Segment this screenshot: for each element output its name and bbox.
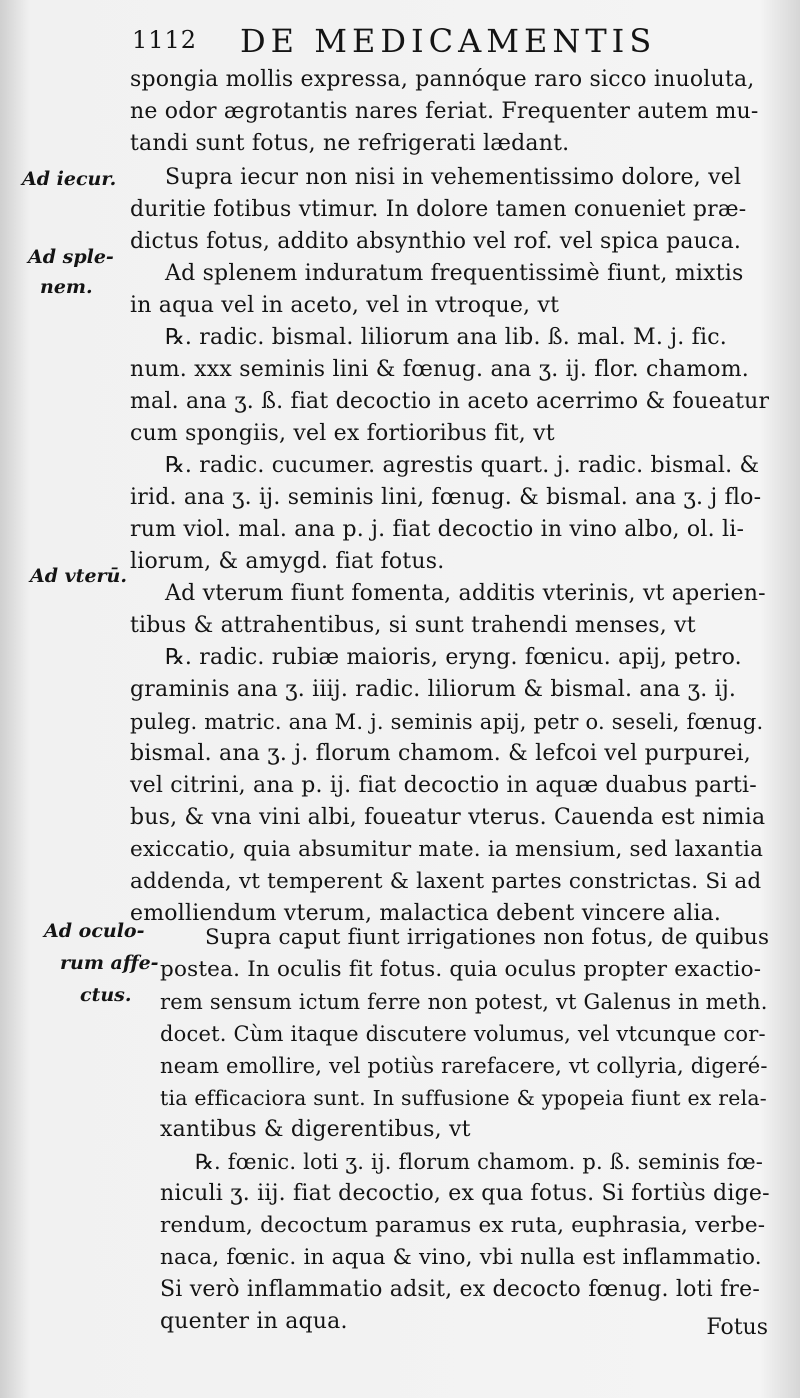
margin-note-oculorum-1: Ad oculo- bbox=[44, 920, 145, 942]
text-line: Supra iecur non nisi in vehementissimo dolore, vel bbox=[165, 165, 742, 190]
text-line: mal. ana ʒ. ß. fiat decoctio in aceto acerrimo & foueatur bbox=[130, 389, 770, 414]
text-line: Ad splenem induratum frequentissimè fiunt, mixtis bbox=[165, 261, 744, 286]
text-line: tia efficaciora sunt. In suffusione & ypopeia fiunt ex rela- bbox=[160, 1086, 767, 1110]
text-line: ne odor ægrotantis nares feriat. Frequenter autem mu- bbox=[130, 99, 759, 124]
text-line: graminis ana ʒ. iiij. radic. liliorum & bismal. ana ʒ. ij. bbox=[130, 677, 737, 702]
text-line: ℞. fœnic. loti ʒ. ij. florum chamom. p. ß. seminis fœ- bbox=[195, 1150, 764, 1174]
running-title: DE MEDICAMENTIS bbox=[240, 22, 657, 60]
text-line: tibus & attrahentibus, si sunt trahendi menses, vt bbox=[130, 613, 696, 638]
text-line: bus, & vna vini albi, foueatur vterus. Cauenda est nimia bbox=[130, 805, 766, 830]
text-line: puleg. matric. ana M. j. seminis apij, petr o. seseli, fœnug. bbox=[130, 710, 764, 734]
text-line: quenter in aqua. bbox=[160, 1309, 348, 1334]
text-line: docet. Cùm itaque discutere volumus, vel vtcunque cor- bbox=[160, 1022, 766, 1046]
text-line: rendum, decoctum paramus ex ruta, euphrasia, verbe- bbox=[160, 1213, 766, 1238]
text-line: num. xxx seminis lini & fœnug. ana ʒ. ij. flor. chamom. bbox=[130, 357, 749, 382]
text-line: niculi ʒ. iij. fiat decoctio, ex qua fotus. Si fortiùs dige- bbox=[160, 1181, 770, 1206]
text-line: dictus fotus, addito absynthio vel rof. vel spica pauca. bbox=[130, 229, 742, 254]
text-line: rem sensum ictum ferre non potest, vt Galenus in meth. bbox=[160, 990, 768, 1014]
text-line: addenda, vt temperent & laxent partes constrictas. Si ad bbox=[130, 869, 762, 894]
page-header bbox=[120, 18, 780, 62]
margin-note-oculorum-3: ctus. bbox=[80, 984, 132, 1006]
text-line: in aqua vel in aceto, vel in vtroque, vt bbox=[130, 293, 560, 318]
text-line: rum viol. mal. ana p. j. fiat decoctio in vino albo, ol. li- bbox=[130, 517, 745, 542]
text-line: exiccatio, quia absumitur mate. ia mensium, sed laxantia bbox=[130, 837, 764, 862]
text-line: cum spongiis, vel ex fortioribus fit, vt bbox=[130, 421, 555, 446]
text-line: Ad vterum fiunt fomenta, additis vterinis, vt aperien- bbox=[165, 581, 766, 606]
text-line: postea. In oculis fit fotus. quia oculus propter exactio- bbox=[160, 957, 762, 982]
margin-note-vterum: Ad vterū. bbox=[30, 565, 127, 587]
margin-note-oculorum-2: rum affe- bbox=[60, 952, 159, 974]
text-line: duritie fotibus vtimur. In dolore tamen conueniet præ- bbox=[130, 197, 747, 222]
text-line: irid. ana ʒ. ij. seminis lini, fœnug. & bismal. ana ʒ. j flo- bbox=[130, 485, 762, 510]
text-line: tandi sunt fotus, ne refrigerati lædant. bbox=[130, 131, 570, 156]
margin-note-iecur: Ad iecur. bbox=[22, 168, 117, 190]
text-line: liorum, & amygd. fiat fotus. bbox=[130, 549, 445, 574]
text-line: emolliendum vterum, malactica debent vincere alia. bbox=[130, 901, 722, 926]
margin-note-splenem-1: Ad sple- bbox=[28, 246, 114, 268]
text-line: ℞. radic. rubiæ maioris, eryng. fœnicu. apij, petro. bbox=[165, 645, 742, 670]
catchword: Fotus bbox=[706, 1315, 768, 1340]
margin-note-splenem-2: nem. bbox=[40, 276, 93, 298]
text-line: xantibus & digerentibus, vt bbox=[160, 1117, 471, 1142]
page-number: 1112 bbox=[132, 26, 198, 54]
text-line: naca, fœnic. in aqua & vino, vbi nulla est inflammatio. bbox=[160, 1245, 762, 1270]
text-line: vel citrini, ana p. ij. fiat decoctio in aquæ duabus parti- bbox=[130, 773, 757, 798]
text-line: bismal. ana ʒ. j. florum chamom. & lefcoi vel purpurei, bbox=[130, 741, 751, 766]
text-line: Si verò inflammatio adsit, ex decocto fœnug. loti fre- bbox=[160, 1277, 760, 1302]
text-line: ℞. radic. bismal. liliorum ana lib. ß. mal. M. j. fic. bbox=[165, 325, 727, 350]
text-line: neam emollire, vel potiùs rarefacere, vt collyria, digeré- bbox=[160, 1054, 768, 1078]
text-line: spongia mollis expressa, pannóque raro sicco inuoluta, bbox=[130, 67, 755, 92]
text-line: Supra caput fiunt irrigationes non fotus, de quibus bbox=[205, 925, 770, 950]
text-line: ℞. radic. cucumer. agrestis quart. j. radic. bismal. & bbox=[165, 453, 760, 478]
